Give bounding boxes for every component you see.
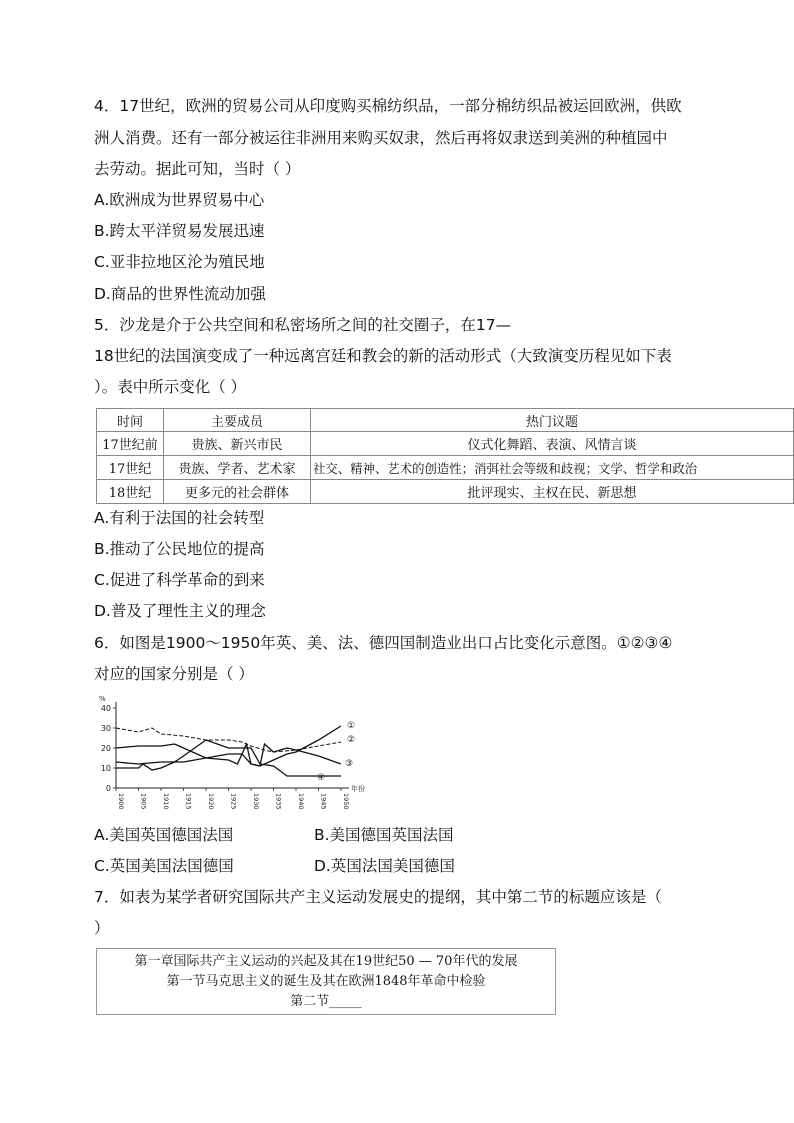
x-tick-label: 1900: [117, 793, 125, 810]
table-row: [97, 456, 794, 480]
y-tick-label: 20: [100, 744, 111, 753]
outline-section-1: 第一节马克思主义的诞生及其在欧洲1848年革命中检验: [166, 974, 486, 989]
series-label-4: ④: [317, 773, 326, 783]
table-cell: 17世纪前: [97, 432, 164, 456]
q5-stem-line-1: 5．沙龙是介于公共空间和私密场所之间的社交圈子，在17—: [94, 316, 512, 334]
x-tick-label: 1915: [184, 793, 193, 810]
y-axis-label: %: [99, 695, 106, 703]
q6-option-b[interactable]: B.美国德国英国法国: [314, 826, 454, 844]
q6-option-d[interactable]: D.英国法国美国德国: [314, 857, 455, 875]
table-cell: 贵族、新兴市民: [164, 432, 311, 456]
q6-option-a[interactable]: A.美国英国德国法国: [94, 826, 234, 844]
q4-stem-line-1: 4．17世纪，欧洲的贸易公司从印度购买棉纺织品，一部分棉纺织品被运回欧洲，供欧: [94, 97, 682, 115]
table-header: 主要成员: [164, 409, 311, 432]
salon-table: [96, 408, 794, 504]
table-header: 热门议题: [311, 409, 794, 432]
table-cell: 18世纪: [97, 480, 164, 504]
q4-stem-line-3: 去劳动。据此可知，当时（ ）: [94, 160, 301, 178]
q6-stem-line-1: 6．如图是1900～1950年英、美、法、德四国制造业出口占比变化示意图。①②③④: [94, 634, 673, 652]
q7-stem-line-2: ）: [94, 919, 110, 937]
table-cell: 贵族、学者、艺术家: [164, 456, 311, 480]
q5-option-a[interactable]: A.有利于法国的社会转型: [94, 509, 265, 527]
table-cell: 仪式化舞蹈、表演、风情言谈: [311, 432, 794, 456]
table-header-row: [97, 409, 794, 432]
table-cell: 社交、精神、艺术的创造性；消弭社会等级和歧视；文学、哲学和政治: [311, 456, 794, 480]
q4-option-d[interactable]: D.商品的世界性流动加强: [94, 285, 266, 303]
x-tick-label: 1910: [162, 793, 170, 810]
outline-chapter: 第一章国际共产主义运动的兴起及其在19世纪50 — 70年代的发展: [134, 954, 518, 969]
q6-option-c[interactable]: C.英国美国法国德国: [94, 857, 234, 875]
series-label-3: ③: [345, 759, 354, 769]
table-row: [97, 432, 794, 456]
q4-stem-line-2: 洲人消费。还有一部分被运往非洲用来购买奴隶，然后再将奴隶送到美洲的种植园中: [94, 129, 668, 147]
x-tick-label: 1905: [139, 793, 148, 810]
series-label-1: ①: [347, 721, 356, 731]
x-axis-label: 年份: [351, 785, 365, 793]
q4-option-c[interactable]: C.亚非拉地区沦为殖民地: [94, 253, 265, 271]
y-tick-label: 30: [100, 724, 111, 733]
y-tick-label: 10: [100, 764, 111, 773]
q7-stem-line-1: 7．如表为某学者研究国际共产主义运动发展史的提纲，其中第二节的标题应该是（: [94, 888, 662, 906]
q6-stem-line-2: 对应的国家分别是（ ）: [94, 665, 254, 683]
x-tick-label: 1930: [252, 793, 260, 810]
q5-stem-line-3: ）。表中所示变化（ ）: [94, 378, 247, 396]
outline-box: [96, 948, 556, 1015]
q5-option-d[interactable]: D.普及了理性主义的理念: [94, 602, 266, 620]
x-tick-label: 1940: [297, 793, 305, 810]
q4-option-a[interactable]: A.欧洲成为世界贸易中心: [94, 191, 265, 209]
q5-stem-line-2: 18世纪的法国演变成了一种远离宫廷和教会的新的活动形式（大致演变历程见如下表: [94, 347, 672, 365]
series-label-2: ②: [347, 735, 356, 745]
table-cell: 批评现实、主权在民、新思想: [311, 480, 794, 504]
q5-option-c[interactable]: C.促进了科学革命的到来: [94, 571, 265, 589]
export-share-chart: [96, 694, 366, 812]
x-tick-label: 1925: [229, 793, 238, 810]
x-tick-label: 1935: [274, 793, 283, 810]
q5-option-b[interactable]: B.推动了公民地位的提高: [94, 540, 265, 558]
x-tick-label: 1950: [342, 793, 350, 810]
x-tick-label: 1945: [319, 793, 328, 810]
y-tick-label: 0: [105, 784, 111, 793]
table-cell: 更多元的社会群体: [164, 480, 311, 504]
y-tick-label: 40: [100, 704, 111, 713]
table-row: [97, 480, 794, 504]
table-cell: 17世纪: [97, 456, 164, 480]
q4-option-b[interactable]: B.跨太平洋贸易发展迅速: [94, 222, 265, 240]
x-tick-label: 1920: [207, 793, 215, 810]
outline-section-2: 第二节_____: [290, 994, 362, 1009]
table-header: 时间: [97, 409, 164, 432]
